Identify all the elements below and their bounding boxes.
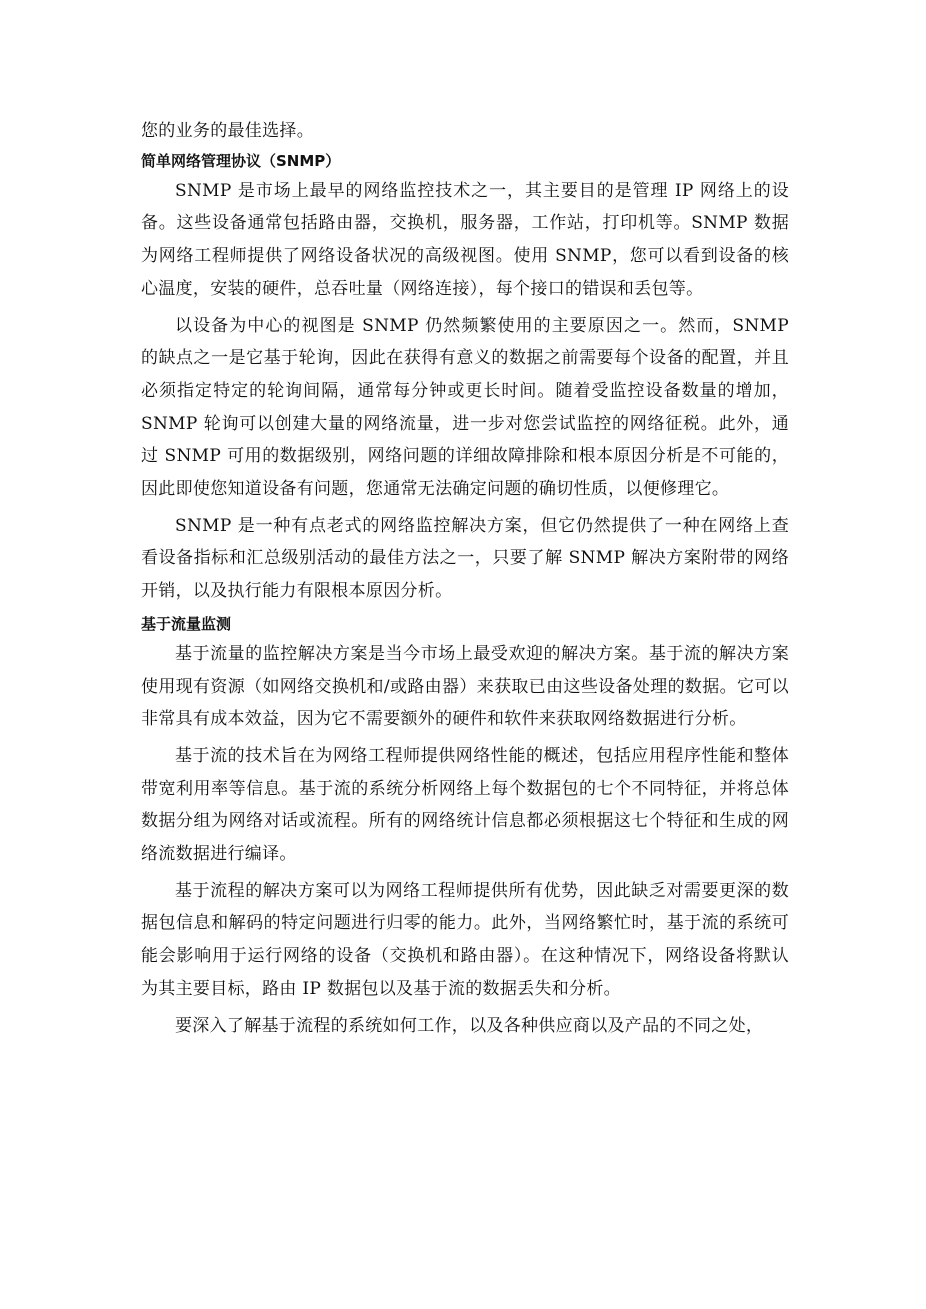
paragraph: 基于流量的监控解决方案是当今市场上最受欢迎的解决方案。基于流的解决方案使用现有资源（如网络交换机和/或路由器）来获取已由这些设备处理的数据。它可以非常具有成本效益，因为它不需要额外的硬件和软件来获取网络数据进行分析。 bbox=[141, 643, 789, 730]
paragraph: 基于流的技术旨在为网络工程师提供网络性能的概述，包括应用程序性能和整体带宽利用率等信息。基于流的系统分析网络上每个数据包的七个不同特征，并将总体数据分组为网络对话或流程。所有的网络统计信息都必须根据这七个特征和生成的网络流数据进行编译。 bbox=[141, 745, 789, 865]
section-flow-monitoring bbox=[141, 612, 789, 1042]
section-heading-flow: 基于流量监测 bbox=[141, 614, 232, 633]
paragraph: SNMP 是市场上最早的网络监控技术之一，其主要目的是管理 IP 网络上的设备。这些设备通常包括路由器，交换机，服务器，工作站，打印机等。SNMP 数据为网络工程师提供了网络设备状况的高级视图。使用 SNMP，您可以看到设备的核心温度，安装的硬件，总吞吐量（网络连接），每个接口的错误和丢包等。 bbox=[141, 180, 789, 299]
paragraph: 基于流程的解决方案可以为网络工程师提供所有优势，因此缺乏对需要更深的数据包信息和解码的特定问题进行归零的能力。此外，当网络繁忙时，基于流的系统可能会影响用于运行网络的设备（交换机和路由器）。在这种情况下，网络设备将默认为其主要目标，路由 IP 数据包以及基于流的数据丢失和分析。 bbox=[141, 880, 789, 999]
document-body bbox=[141, 115, 789, 1046]
paragraph: 要深入了解基于流程的系统如何工作，以及各种供应商以及产品的不同之处， bbox=[175, 1015, 764, 1036]
paragraph: SNMP 是一种有点老式的网络监控解决方案，但它仍然提供了一种在网络上查看设备指标和汇总级别活动的最佳方法之一，只要了解 SNMP 解决方案附带的网络开销，以及执行能力有限根本原因分析。 bbox=[141, 515, 789, 602]
section-snmp bbox=[141, 149, 789, 608]
section-heading-snmp: 简单网络管理协议（SNMP） bbox=[141, 151, 341, 170]
lead-line: 您的业务的最佳选择。 bbox=[141, 121, 314, 141]
paragraph: 以设备为中心的视图是 SNMP 仍然频繁使用的主要原因之一。然而，SNMP 的缺点之一是它基于轮询，因此在获得有意义的数据之前需要每个设备的配置，并且必须指定特定的轮询间隔，通常每分钟或更长时间。随着受监控设备数量的增加，SNMP 轮询可以创建大量的网络流量，进一步对您尝试监控的网络征税。此外，通过 SNMP 可用的数据级别，网络问题的详细故障排除和根本原因分析是不可能的，因此即使您知道设备有问题，您通常无法确定问题的确切性质，以便修理它。 bbox=[141, 315, 789, 500]
